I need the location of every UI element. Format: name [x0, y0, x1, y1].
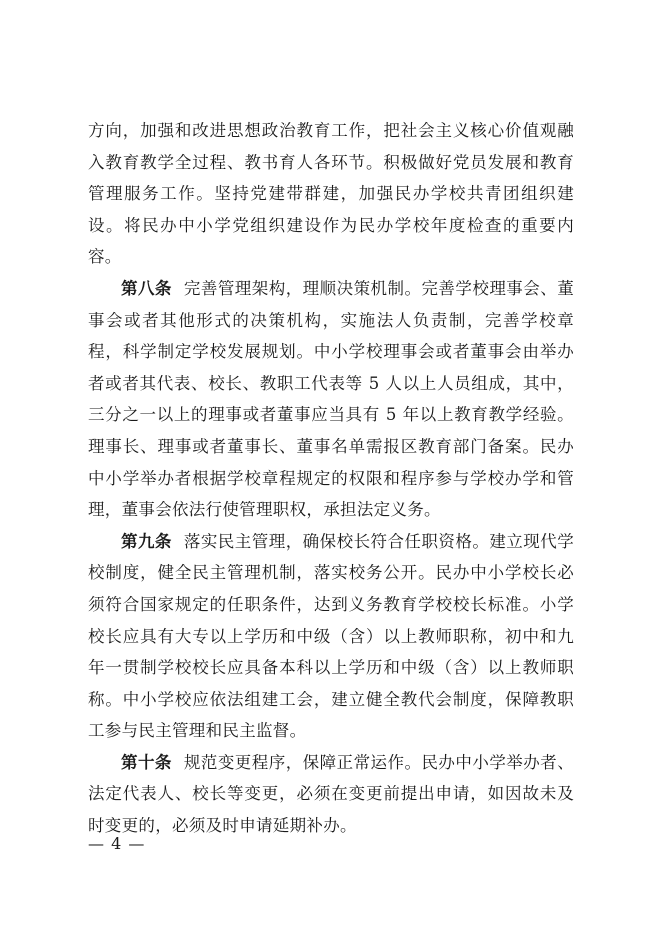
document-body	[88, 115, 574, 842]
page-number: — 4 —	[88, 834, 146, 853]
article-10	[88, 747, 574, 842]
paragraph-text: 落实民主管理，确保校长符合任职资格。建立现代学校制度，健全民主管理机制，落实校务公开。民办中小学校长必须符合国家规定的任职条件，达到义务教育学校校长标准。小学校长应具有大专以上学历和中级（含）以上教师职称，初中和九年一贯制学校校长应具备本科以上学历和中级（含）以上教师职称。中小学校应依法组建工会，建立健全教代会制度，保障教职工参与民主管理和民主监督。	[88, 531, 574, 741]
paragraph-continuation	[88, 115, 574, 273]
article-8	[88, 273, 574, 526]
paragraph-text: 方向，加强和改进思想政治教育工作，把社会主义核心价值观融入教育教学全过程、教书育人各环节。积极做好党员发展和教育管理服务工作。坚持党建带群建，加强民办学校共青团组织建设。将民办中小学党组织建设作为民办学校年度检查的重要内容。	[88, 121, 574, 267]
article-label: 第九条	[121, 531, 172, 551]
article-label: 第八条	[121, 278, 172, 298]
article-label: 第十条	[121, 752, 172, 772]
paragraph-text: 完善管理架构，理顺决策机制。完善学校理事会、董事会或者其他形式的决策机构，实施法人负责制，完善学校章程，科学制定学校发展规划。中小学校理事会或者董事会由举办者或者其代表、校长、教职工代表等 5 人以上人员组成，其中，三分之一以上的理事或者董事应当具有 5 年以上教育教学经验。理事长、理事或者董事长、董事名单需报区教育部门备案。民办中小学举办者根据学校章程规定的权限和程序参与学校办学和管理，董事会依法行使管理职权，承担法定义务。	[88, 278, 574, 520]
paragraph-text: 规范变更程序，保障正常运作。民办中小学举办者、法定代表人、校长等变更，必须在变更前提出申请，如因故未及时变更的，必须及时申请延期补办。	[88, 752, 574, 836]
article-9	[88, 526, 574, 747]
